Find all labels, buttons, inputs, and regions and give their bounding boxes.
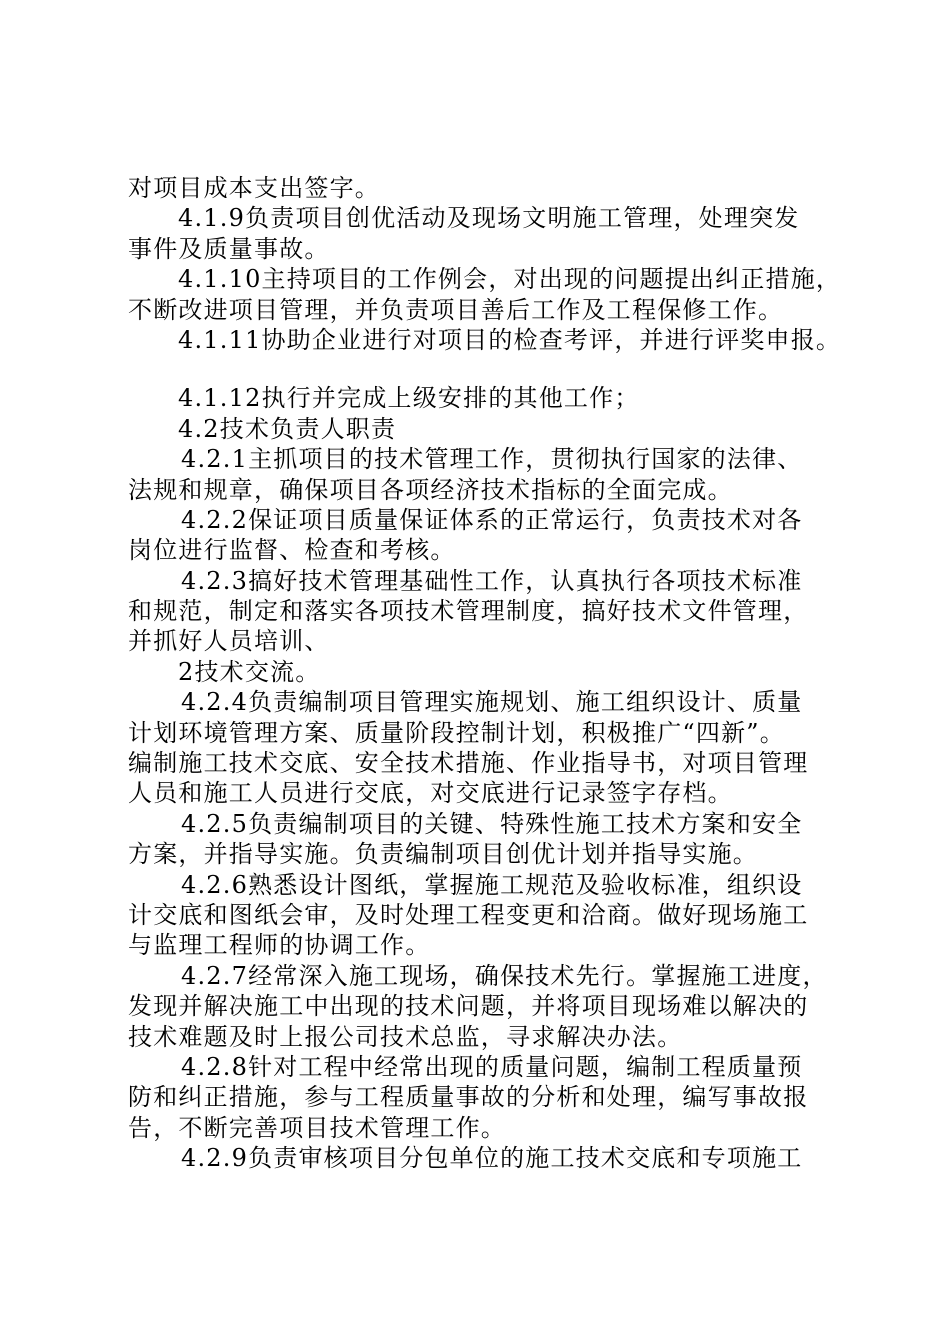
text-line: 岗位进行监督、检查和考核。 [128,536,456,565]
text-line: 人员和施工人员进行交底，对交底进行记录签字存档。 [128,779,733,808]
clause-4-2-1: 4.2.1主抓项目的技术管理工作，贯彻执行国家的法律、 [181,445,803,474]
text-line: 对项目成本支出签字。 [128,174,380,202]
clause-4-2-5: 4.2.5负责编制项目的关键、特殊性施工技术方案和安全 [181,809,803,838]
blank-line [128,355,850,383]
text-line: 防和纠正措施，参与工程质量事故的分析和处理，编写事故报 [128,1083,809,1112]
clause-4-2-6: 4.2.6熟悉设计图纸，掌握施工规范及验收标准，组织设 [181,870,803,899]
clause-4-2-2: 4.2.2保证项目质量保证体系的正常运行，负责技术对各 [181,505,803,534]
text-line: 发现并解决施工中出现的技术问题，并将项目现场难以解决的 [128,992,809,1021]
text-line: 并抓好人员培训、 [128,627,330,656]
clause-4-2-9: 4.2.9负责审核项目分包单位的施工技术交底和专项施工 [181,1144,803,1173]
clause-4-2-7: 4.2.7经常深入施工现场，确保技术先行。掌握施工进度， [181,961,828,990]
text-line: 不断改进项目管理，并负责项目善后工作及工程保修工作。 [128,295,784,324]
text-line: 告，不断完善项目技术管理工作。 [128,1113,506,1142]
text-line: 法规和规章，确保项目各项经济技术指标的全面完成。 [128,475,733,504]
clause-4-2-4: 4.2.4负责编制项目管理实施规划、施工组织设计、质量 [181,688,803,717]
section-heading-4-2: 4.2技术负责人职责 [178,414,397,443]
text-line: 编制施工技术交底、安全技术措施、作业指导书，对项目管理 [128,749,809,778]
clause-4-1-11: 4.1.11协助企业进行对项目的检查考评，并进行评奖申报。 [178,325,842,354]
clause-4-1-9: 4.1.9负责项目创优活动及现场文明施工管理，处理突发 [178,204,800,233]
text-line: 方案，并指导实施。负责编制项目创优计划并指导实施。 [128,840,758,869]
clause-4-2-3: 4.2.3搞好技术管理基础性工作，认真执行各项技术标准 [181,566,803,595]
clause-4-1-10: 4.1.10主持项目的工作例会，对出现的问题提出纠正措施， [178,265,842,294]
clause-4-1-12: 4.1.12执行并完成上级安排的其他工作； [178,384,640,413]
text-line: 和规范，制定和落实各项技术管理制度，搞好技术文件管理， [128,597,809,626]
text-line: 计划环境管理方案、质量阶段控制计划，积极推广“四新”。 [128,718,785,747]
clause-4-2-8: 4.2.8针对工程中经常出现的质量问题，编制工程质量预 [181,1052,803,1081]
text-line: 事件及质量事故。 [128,234,330,263]
document-body [128,173,850,1174]
text-line: 与监理工程师的协调工作。 [128,931,431,960]
text-line: 2技术交流。 [178,657,321,686]
text-line: 技术难题及时上报公司技术总监，寻求解决办法。 [128,1022,683,1051]
text-line: 计交底和图纸会审，及时处理工程变更和洽商。做好现场施工 [128,900,809,929]
